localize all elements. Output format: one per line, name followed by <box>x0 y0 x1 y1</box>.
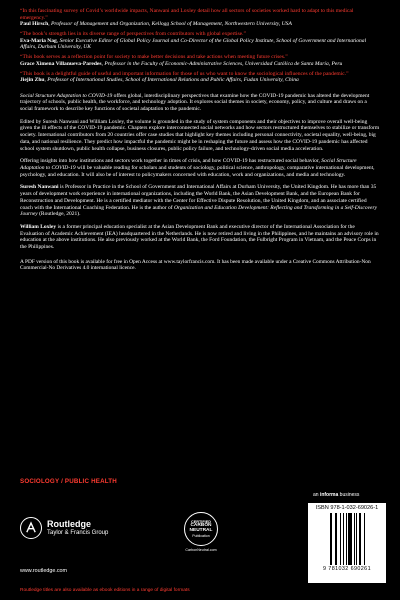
endorsement-quote: “In this fascinating survey of Covid’s worldwide impacts, Nanwani and Loxley detail how all sectors of societies worked hard to adapt to this medical emergency.” <box>20 8 354 21</box>
endorser-affiliation: Professor of International Studies, School of International Relations and Public Affairs, Fudan University, China <box>47 77 299 84</box>
description-paragraph: Edited by Suresh Nanwani and William Loxley, the volume is grounded in the study of system components and their objectives to improve overall well-being given the ill effects of the COVID-19 pandemic. Chapters explore interconnected social networks and how sectors restructured themselves to stabilize or transform society. International contributors from 20 countries offer case studies that highlight key themes including personal connectivity, societal equality, well-being, big data, and national resilience. They predict how impactful the pandemic might be in reshaping the future and assess how the COVID-19 pandemic has affected school system shutdown, public health collapse, business closures, public policy failure, and technology-driven social media acceleration. <box>20 118 380 152</box>
endorsement-quote: “The book’s strength lies in its diverse range of perspectives from contributors with global expertise.” <box>20 31 246 38</box>
routledge-glyph-icon <box>24 521 38 535</box>
ebook-note: Routledge titles are also available as ebook editions in a range of digital formats <box>20 588 190 593</box>
routledge-emblem-icon <box>20 517 42 539</box>
author-name: Suresh Nanwani <box>20 184 59 191</box>
endorser-affiliation: Senior Executive Editor of Global Policy Journal and Co-Director of the Global Policy Institute, School of Government and International Affairs, Durham University, UK <box>20 37 367 51</box>
publisher-name: Routledge <box>47 518 91 529</box>
author-bio: William Loxley is a former principal education specialist at the Asian Development Bank and executive director of the International Association for the Evaluation of Academic Achievement (IEA) headquartered in the Netherlands. He is now retired and living in the Philippines, and he maintains an advisory role in education at the above institutions. He also previously worked at the World Bank, the Ford Foundation, the Fulbright Program in Vietnam, and the Peace Corps in the Philippines. <box>20 223 379 251</box>
book-title-italic: Social Structure Adaptation to COVID-19 <box>20 158 357 171</box>
endorsement: “This book serves as a reflection point for society to make better decisions and take actions when meeting future crises.” Grace Ximena Villanueva-Paredes, Professor in the Faculty of Economic-Administrative Sciences, Universidad Católica de Santa María, Peru <box>20 54 380 67</box>
endorsement: “This book is a delightful guide of useful and important information for those of us who want to know the sociological influences of the pandemic.” Jiejin Zhu, Professor of International Studies, School of International Relations and Public Affairs, Fudan University, China <box>20 71 380 84</box>
endorser-affiliation: Professor of Management and Organization, Kellogg School of Management, Northwestern University, USA <box>50 21 292 28</box>
publisher-logo <box>20 517 108 539</box>
endorsement: “In this fascinating survey of Covid’s worldwide impacts, Nanwani and Loxley detail how all sectors of societies worked hard to adapt to this medical emergency.” Paul Hirsch, Professor of Management and Organization, Kellogg School of Management, Northwestern University, USA <box>20 8 380 28</box>
book-title-italic: Social Structure Adaptation to COVID-19 <box>20 92 113 99</box>
endorser-affiliation: Professor in the Faculty of Economic-Administrative Sciences, Universidad Católica de Santa María, Peru <box>104 60 343 67</box>
barcode-bar <box>365 513 366 565</box>
barcode-bars <box>311 513 383 565</box>
isbn-label: ISBN 978-1-032-69026-1 <box>315 505 379 511</box>
author-bio: Suresh Nanwani is Professor in Practice in the School of Government and International Affairs at Durham University, the United Kingdom. He has more than 35 years of development work experience in international organizations, including the World Bank, the Asian Development Bank, and the European Bank for Reconstruction and Development. He is a certified mediator with the Center for Effective Dispute Resolution, the United Kingdom, and an associate certified coach with the International Coaching Federation. He is the author of Organization and Education Development: Reflecting and Transforming in a Self-Discovery Journey (Routledge, 2021). <box>20 184 378 218</box>
endorsements <box>20 8 380 84</box>
carbon-neutral-badge: CERTIFIED CARBON NEUTRAL Publication CarbonNeutral.com <box>184 512 218 552</box>
endorser-name: Eva-Maria Nag <box>20 37 57 44</box>
publisher-group: Taylor & Francis Group <box>47 529 109 536</box>
endorser-name: Jiejin Zhu <box>20 77 45 84</box>
endorser-name: Paul Hirsch <box>20 21 49 28</box>
author-name: William Loxley <box>20 223 57 230</box>
carbon-neutral-url: CarbonNeutral.com <box>185 548 217 552</box>
endorsement: “The book’s strength lies in its diverse range of perspectives from contributors with global expertise.” Eva-Maria Nag, Senior Executive Editor of Global Policy Journal and Co-Director of the Global Policy Institute, School of Government and International Affairs, Durham University, UK <box>20 31 380 50</box>
description <box>20 93 380 251</box>
endorsement-quote: “This book is a delightful guide of useful and important information for those of us who want to know the sociological influences of the pandemic.” <box>20 70 349 77</box>
informa-business-mark: an informa business <box>313 492 360 498</box>
description-paragraph: Offering insights into how institutions and sectors work together in times of crisis, and how COVID-19 has restructured social behavior, Social Structure Adaptation to COVID-19 will be valuable reading for scholars and students of sociology, political science, anthropology, comparative international development, psychology, and education. It will also be of interest to policymakers concerned with education, work and organizations, and media and technology. <box>20 158 375 178</box>
description-paragraph: Social Structure Adaptation to COVID-19 offers global, interdisciplinary perspectives that examine how the COVID-19 pandemic has altered the development trajectory of schools, public health, the workforce, and technology adoption. It explores social themes in society, economy, policy, and culture and draws on a social framework to describe key functions of societal adaptation to the pandemic. <box>20 92 370 113</box>
pdf-notice: A PDF version of this book is available for free in Open Access at www.taylorfrancis.com. It has been made available under a Creative Commons Attribution-Non Commercial-No Derivatives 4.0 international licence. <box>20 258 371 272</box>
barcode <box>308 503 386 583</box>
publisher-website: www.routledge.com <box>20 568 68 574</box>
barcode-number: 9 781032 690261 <box>323 566 371 572</box>
endorser-name: Grace Ximena Villanueva-Paredes <box>20 60 102 67</box>
subject-category: SOCIOLOGY / PUBLIC HEALTH <box>20 478 117 485</box>
endorsement-quote: “This book serves as a reflection point for society to make better decisions and take actions when meeting future crises.” <box>20 54 288 61</box>
